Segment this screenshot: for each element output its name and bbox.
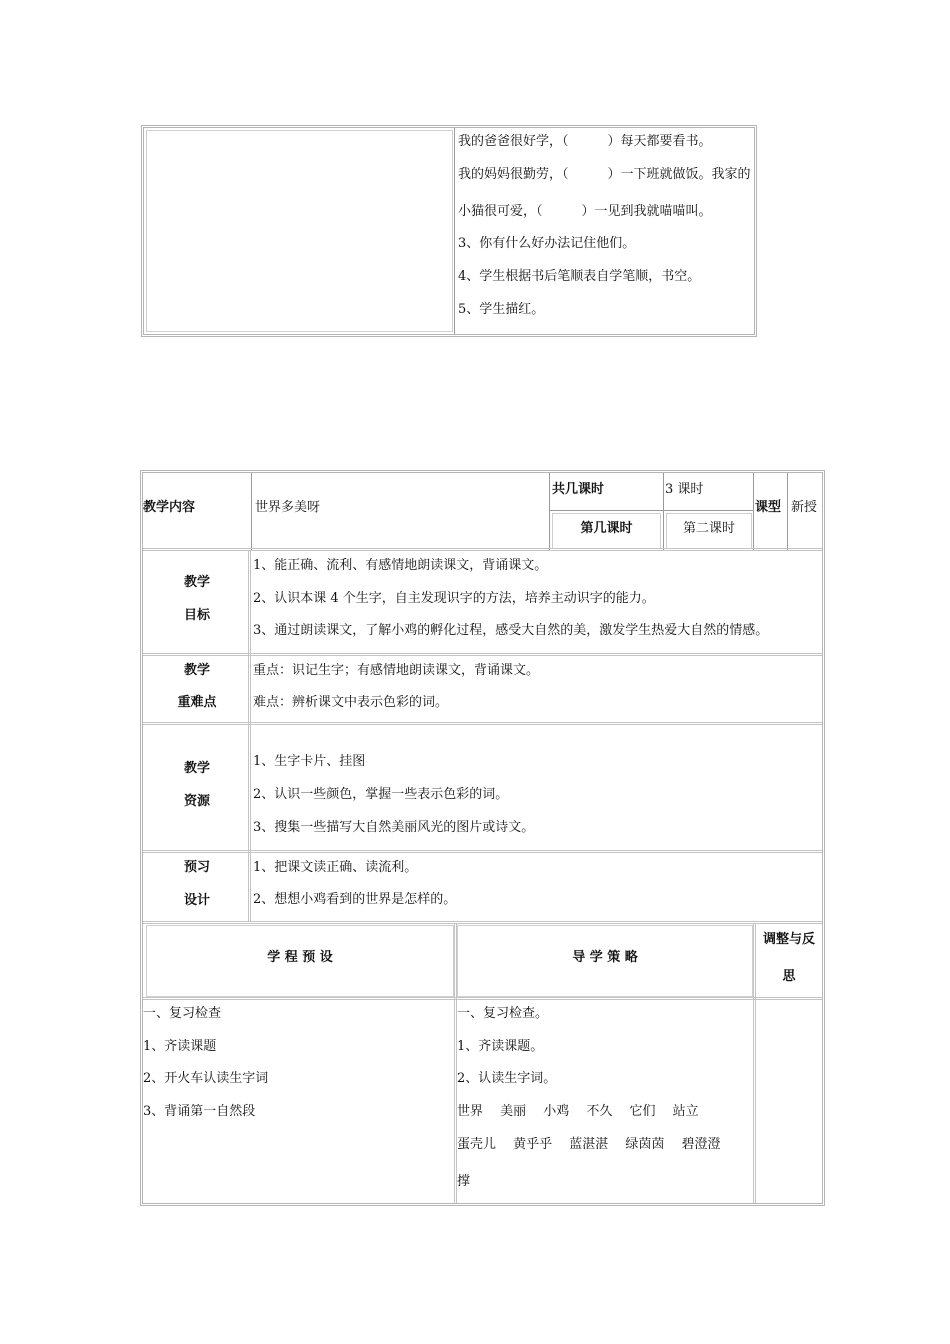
row-divider xyxy=(143,850,822,853)
row-content-line: 难点：辨析课文中表示色彩的词。 xyxy=(253,695,449,710)
table-1-line: 小猫很可爱，（ ）一见到我就喵喵叫。 xyxy=(458,204,712,219)
row-label: 目标 xyxy=(183,608,210,623)
table-1-line: 我的爸爸很好学，（ ）每天都要看书。 xyxy=(458,134,712,149)
row-content-line: 2、想想小鸡看到的世界是怎样的。 xyxy=(253,892,457,907)
section-divider xyxy=(753,923,756,1203)
row-content-line: 2、认识一些颜色，掌握一些表示色彩的词。 xyxy=(253,787,509,802)
row-content-line: 1、能正确、流利、有感情地朗读课文，背诵课文。 xyxy=(253,558,548,573)
row-label: 教学 xyxy=(183,761,210,776)
row-content-line: 1、把课文读正确、读流利。 xyxy=(253,860,418,875)
process-line: 3、背诵第一自然段 xyxy=(143,1104,256,1119)
process-line: 一、复习检查 xyxy=(143,1006,222,1021)
strategy-line: 蛋壳儿 黄乎乎 蓝湛湛 绿茵茵 碧澄澄 xyxy=(457,1137,721,1152)
row-divider xyxy=(143,548,822,551)
row-divider xyxy=(143,722,822,725)
row-label: 设计 xyxy=(183,893,210,908)
row-content-line: 1、生字卡片、挂图 xyxy=(253,754,366,769)
lesson-type-value: 新授 xyxy=(791,500,818,515)
label-column-divider xyxy=(248,550,251,922)
teach-content-value: 世界多美呀 xyxy=(255,500,321,515)
strategy-line: 2、认读生字词。 xyxy=(457,1071,557,1086)
cell-divider xyxy=(787,473,788,550)
nth-hour-value: 第二课时 xyxy=(682,521,735,536)
total-hours-value: 3 课时 xyxy=(665,482,704,497)
table-1-line: 我的妈妈很勤劳，（ ）一下班就做饭。我家的 xyxy=(458,167,751,182)
row-label: 教学 xyxy=(183,575,210,590)
process-header: 学 程 预 设 xyxy=(267,950,333,965)
strategy-line: 世界 美丽 小鸡 不久 它们 站立 xyxy=(457,1104,699,1119)
table-1-left-cell xyxy=(146,130,453,332)
cell-divider xyxy=(753,473,754,550)
total-hours-label: 共几课时 xyxy=(552,482,605,497)
row-divider xyxy=(143,997,822,1000)
cell-divider xyxy=(549,510,753,511)
strategy-line: 1、齐读课题。 xyxy=(457,1039,544,1054)
table-1-divider xyxy=(454,128,455,334)
row-divider xyxy=(143,921,822,924)
adjust-header: 调整与反 xyxy=(762,932,815,947)
row-content-line: 2、认识本课 4 个生字，自主发现识字的方法，培养主动识字的能力。 xyxy=(253,591,655,606)
row-label: 预习 xyxy=(183,860,210,875)
cell-divider xyxy=(251,473,252,550)
strategy-header: 导 学 策 略 xyxy=(572,950,638,965)
table-1-line: 3、你有什么好办法记住他们。 xyxy=(458,236,636,251)
table-1-line: 4、学生根据书后笔顺表自学笔顺，书空。 xyxy=(458,269,701,284)
row-label: 教学 xyxy=(183,663,210,678)
table-1-line: 5、学生描红。 xyxy=(458,302,545,317)
row-label: 重难点 xyxy=(177,695,217,710)
nth-hour-label: 第几课时 xyxy=(580,521,633,536)
strategy-line: 撑 xyxy=(457,1174,471,1189)
cell-divider xyxy=(549,473,550,550)
row-label: 资源 xyxy=(183,794,210,809)
row-content-line: 重点：识记生字；有感情地朗读课文，背诵课文。 xyxy=(253,663,540,678)
process-line: 2、开火车认读生字词 xyxy=(143,1071,269,1086)
strategy-line: 一、复习检查。 xyxy=(457,1006,549,1021)
adjust-header: 思 xyxy=(782,969,796,984)
teach-content-label: 教学内容 xyxy=(143,500,196,515)
lesson-type-label: 课型 xyxy=(755,500,782,515)
cell-divider xyxy=(663,473,664,550)
process-line: 1、齐读课题 xyxy=(143,1039,217,1054)
row-content-line: 3、搜集一些描写大自然美丽风光的图片或诗文。 xyxy=(253,820,535,835)
row-divider xyxy=(143,653,822,656)
row-content-line: 3、通过朗读课文，了解小鸡的孵化过程，感受大自然的美，激发学生热爱大自然的情感。 xyxy=(253,623,769,638)
